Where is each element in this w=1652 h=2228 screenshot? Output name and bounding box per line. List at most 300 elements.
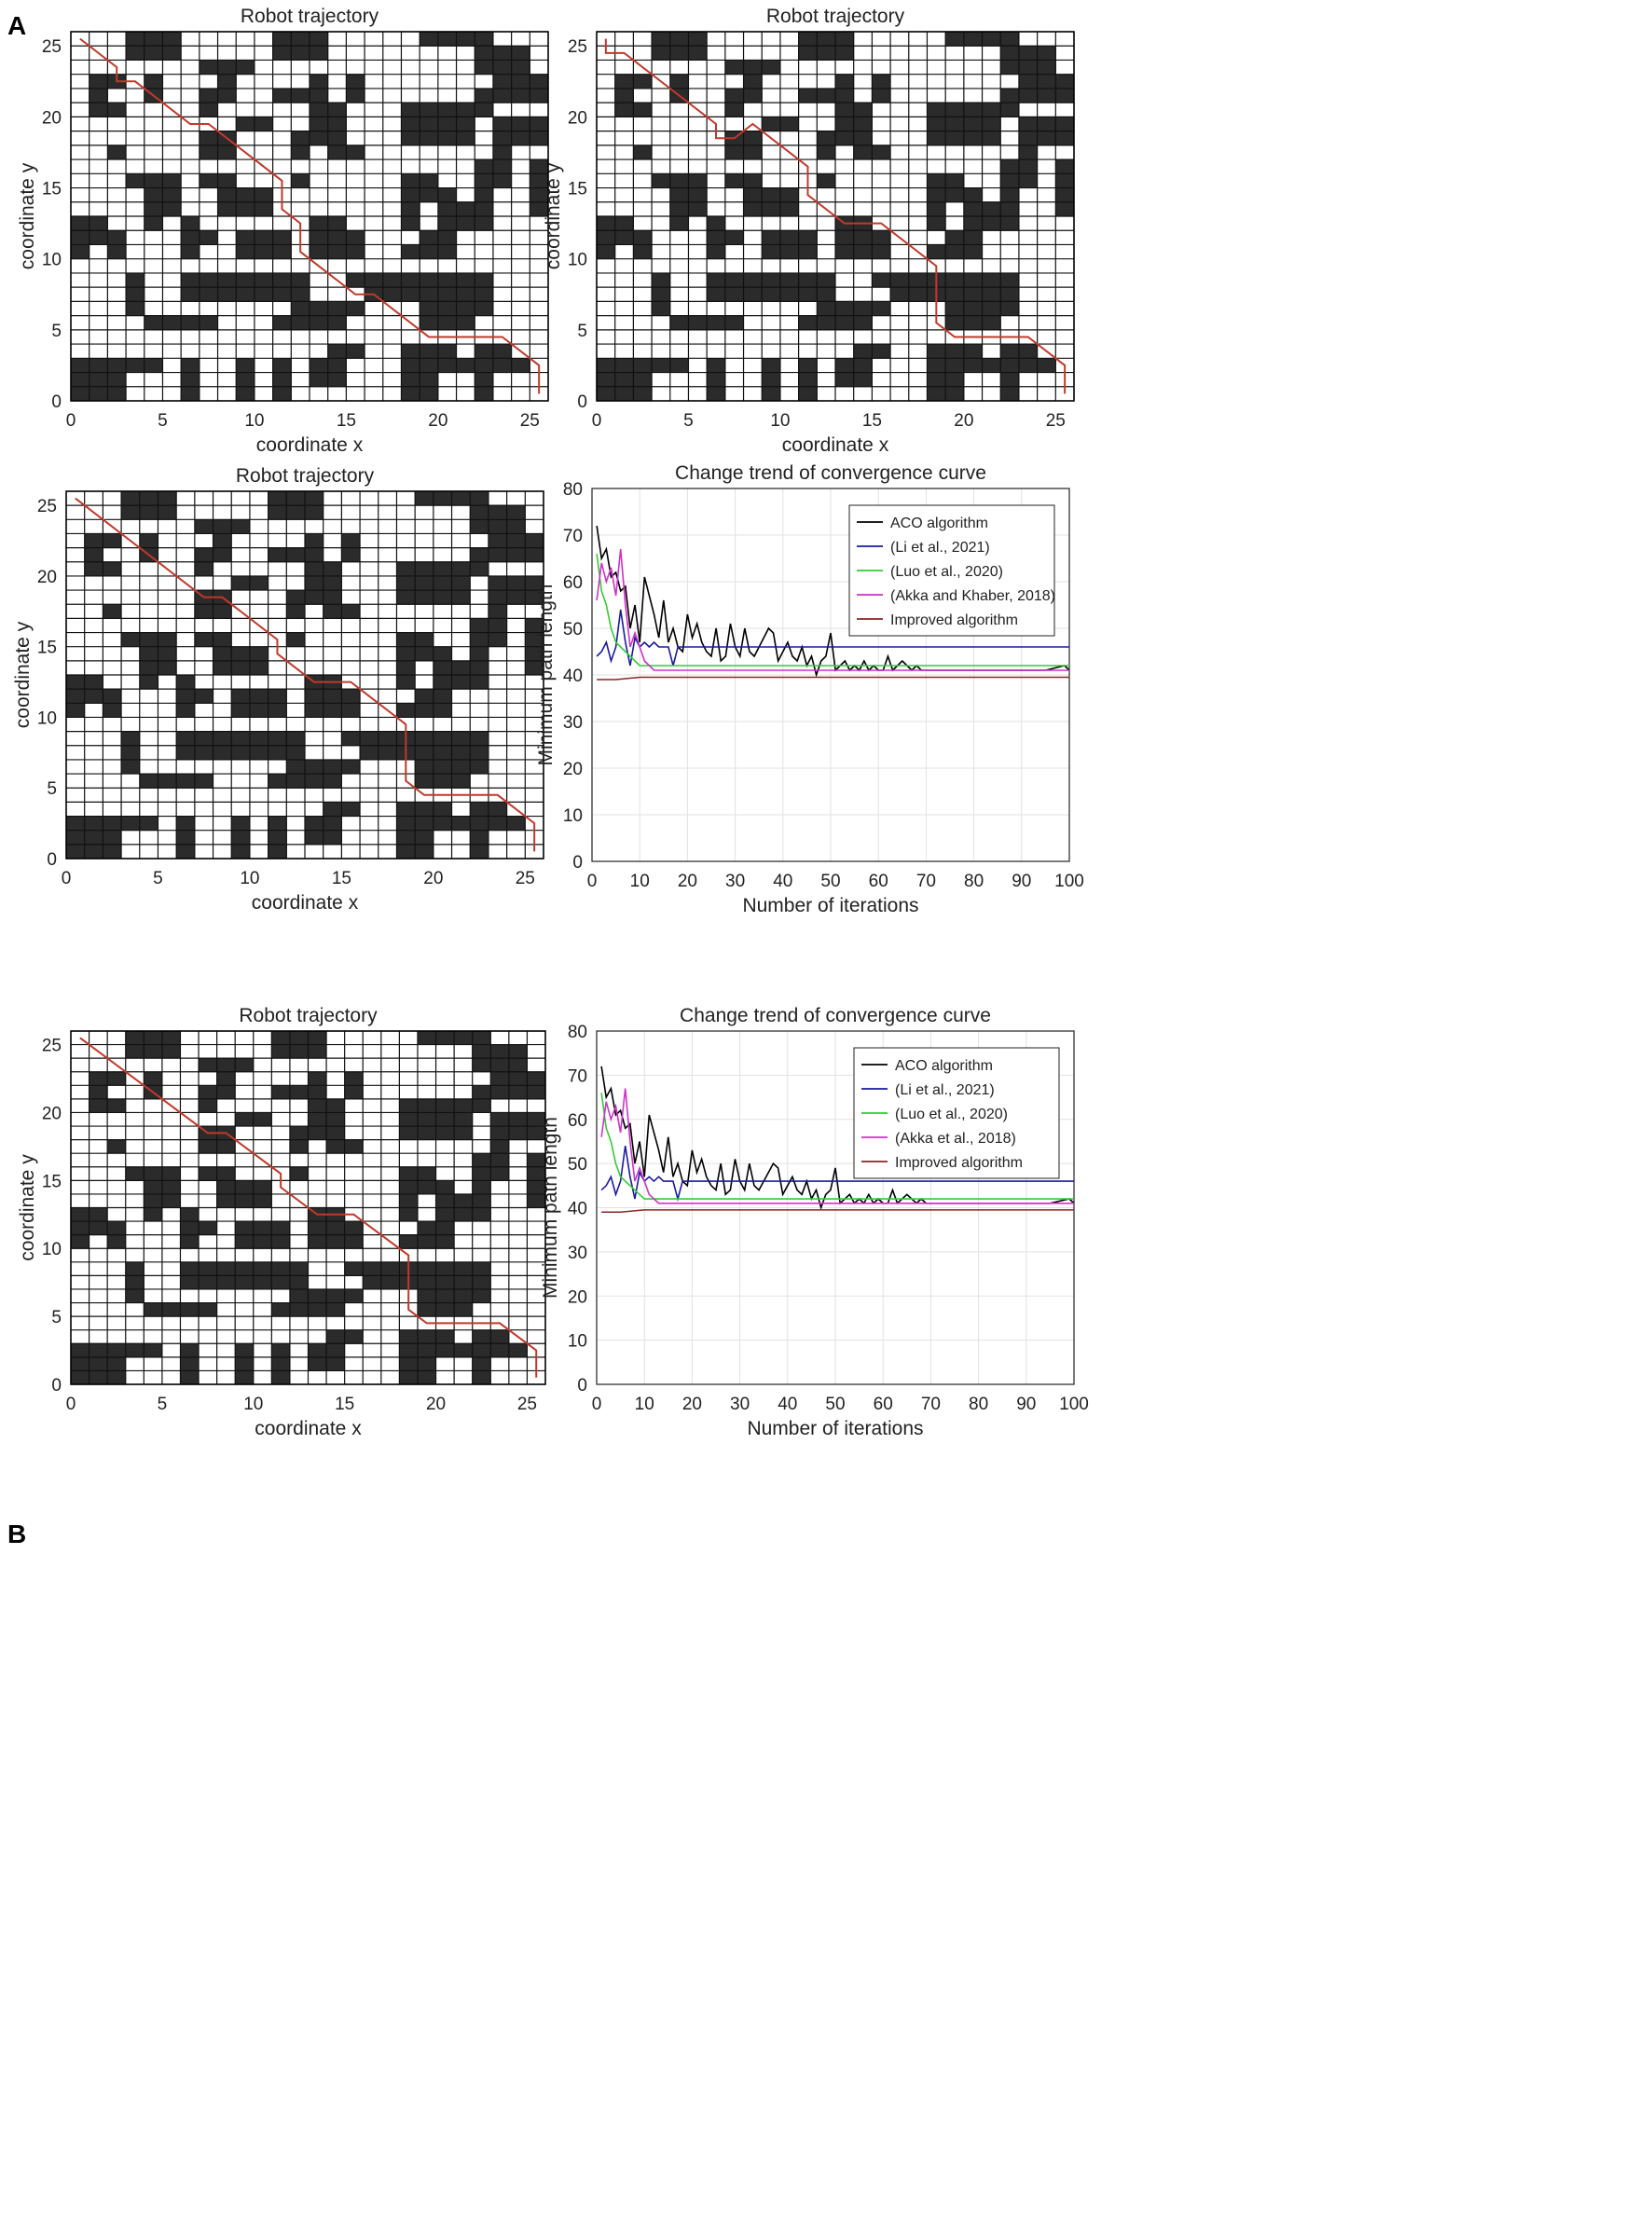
obstacle-cell xyxy=(490,1072,509,1086)
y-tick-label: 15 xyxy=(41,179,62,199)
obstacle-cell xyxy=(399,1167,418,1181)
obstacle-cell xyxy=(309,1031,327,1045)
obstacle-cell xyxy=(85,548,103,563)
obstacle-cell xyxy=(415,703,434,718)
obstacle-cell xyxy=(200,316,218,331)
obstacle-cell xyxy=(396,647,415,662)
obstacle-cell xyxy=(271,1370,290,1384)
obstacle-cell xyxy=(434,590,452,605)
x-tick-label: 0 xyxy=(65,1395,76,1414)
obstacle-cell xyxy=(341,533,360,548)
obstacle-cell xyxy=(286,760,305,775)
obstacle-cell xyxy=(475,89,493,103)
obstacle-cell xyxy=(328,358,347,373)
obstacle-cell xyxy=(473,1262,491,1276)
x-tick-label: 15 xyxy=(336,411,356,431)
obstacle-cell xyxy=(144,1045,162,1059)
obstacle-cell xyxy=(326,1099,345,1113)
obstacle-cell xyxy=(473,1208,491,1222)
x-tick-label: 70 xyxy=(920,1395,941,1414)
obstacle-cell xyxy=(493,89,512,103)
obstacle-cell xyxy=(273,89,292,103)
obstacle-cell xyxy=(493,75,512,89)
obstacle-cell xyxy=(218,145,237,160)
x-tick-label: 20 xyxy=(954,411,974,431)
obstacle-cell xyxy=(305,505,324,520)
obstacle-cell xyxy=(470,505,489,520)
obstacle-cell xyxy=(271,1235,290,1249)
obstacle-cell xyxy=(964,244,983,259)
obstacle-cell xyxy=(162,46,181,61)
obstacle-cell xyxy=(489,590,507,605)
obstacle-cell xyxy=(434,689,452,704)
obstacle-cell xyxy=(473,1330,491,1344)
obstacle-cell xyxy=(310,316,328,331)
obstacle-cell xyxy=(305,817,324,832)
obstacle-cell xyxy=(415,590,434,605)
obstacle-cell xyxy=(780,117,799,131)
obstacle-cell xyxy=(489,533,507,548)
obstacle-cell xyxy=(345,1289,364,1303)
obstacle-cell xyxy=(457,316,475,331)
obstacle-cell xyxy=(633,145,652,160)
obstacle-cell xyxy=(799,230,818,245)
obstacle-cell xyxy=(633,75,652,89)
obstacle-cell xyxy=(199,1058,217,1072)
obstacle-cell xyxy=(454,1289,473,1303)
obstacle-cell xyxy=(345,1221,364,1235)
obstacle-cell xyxy=(707,216,725,231)
legend-entry: (Akka and Khaber, 2018) xyxy=(890,588,1056,604)
obstacle-cell xyxy=(310,301,328,316)
obstacle-cell xyxy=(490,1058,509,1072)
obstacle-cell xyxy=(255,188,273,203)
obstacle-cell xyxy=(328,344,347,359)
obstacle-cell xyxy=(328,373,347,388)
obstacle-cell xyxy=(254,1180,272,1194)
obstacle-cell xyxy=(89,387,108,402)
y-tick-label: 10 xyxy=(567,250,587,270)
obstacle-cell xyxy=(71,1235,89,1249)
y-tick-label: 20 xyxy=(567,108,587,129)
obstacle-cell xyxy=(780,188,799,203)
obstacle-cell xyxy=(218,75,237,89)
obstacle-cell xyxy=(236,373,255,388)
obstacle-cell xyxy=(286,491,305,506)
obstacle-cell xyxy=(291,32,310,47)
obstacle-cell xyxy=(326,1289,345,1303)
obstacle-cell xyxy=(1038,46,1056,61)
obstacle-cell xyxy=(983,287,1001,302)
obstacle-cell xyxy=(290,1275,309,1289)
obstacle-cell xyxy=(218,89,237,103)
obstacle-cell xyxy=(725,316,744,331)
obstacle-cell xyxy=(652,287,670,302)
obstacle-cell xyxy=(66,831,85,846)
obstacle-cell xyxy=(328,131,347,146)
obstacle-cell xyxy=(835,46,854,61)
chart-title: Robot trajectory xyxy=(235,465,375,487)
obstacle-cell xyxy=(305,831,324,846)
obstacle-cell xyxy=(181,244,200,259)
obstacle-cell xyxy=(964,287,983,302)
obstacle-cell xyxy=(71,358,89,373)
obstacle-cell xyxy=(762,188,780,203)
obstacle-cell xyxy=(144,1303,162,1317)
obstacle-cell xyxy=(71,1208,89,1222)
obstacle-cell xyxy=(231,746,250,761)
y-tick-label: 5 xyxy=(577,321,587,341)
obstacle-cell xyxy=(457,358,475,373)
obstacle-cell xyxy=(436,1275,455,1289)
obstacle-cell xyxy=(473,1045,491,1059)
obstacle-cell xyxy=(218,173,237,188)
obstacle-cell xyxy=(854,145,873,160)
obstacle-cell xyxy=(121,491,140,506)
obstacle-cell xyxy=(71,244,89,259)
obstacle-cell xyxy=(418,1330,436,1344)
obstacle-cell xyxy=(490,1045,509,1059)
obstacle-cell xyxy=(493,159,512,174)
obstacle-cell xyxy=(983,131,1001,146)
obstacle-cell xyxy=(530,89,548,103)
obstacle-cell xyxy=(854,373,873,388)
obstacle-cell xyxy=(326,1330,345,1344)
x-tick-label: 30 xyxy=(725,872,746,891)
y-tick-label: 25 xyxy=(567,37,587,58)
obstacle-cell xyxy=(762,373,780,388)
obstacle-cell xyxy=(250,746,268,761)
obstacle-cell xyxy=(158,505,176,520)
obstacle-cell xyxy=(310,358,328,373)
obstacle-cell xyxy=(399,1357,418,1371)
obstacle-cell xyxy=(231,689,250,704)
obstacle-cell xyxy=(286,732,305,747)
obstacle-cell xyxy=(107,1140,126,1154)
x-tick-label: 60 xyxy=(868,872,888,891)
obstacle-cell xyxy=(835,301,854,316)
obstacle-cell xyxy=(597,387,615,402)
obstacle-cell xyxy=(854,358,873,373)
obstacle-cell xyxy=(507,519,526,534)
obstacle-cell xyxy=(470,661,489,676)
y-tick-label: 10 xyxy=(36,708,57,729)
obstacle-cell xyxy=(326,1235,345,1249)
obstacle-cell xyxy=(454,1194,473,1208)
obstacle-cell xyxy=(162,173,181,188)
obstacle-cell xyxy=(200,60,218,75)
obstacle-cell xyxy=(195,746,213,761)
obstacle-cell xyxy=(291,173,310,188)
obstacle-cell xyxy=(89,373,108,388)
obstacle-cell xyxy=(85,562,103,577)
obstacle-cell xyxy=(290,1303,309,1317)
obstacle-cell xyxy=(305,562,324,577)
obstacle-cell xyxy=(507,548,526,563)
obstacle-cell xyxy=(235,1194,254,1208)
obstacle-cell xyxy=(438,103,457,117)
obstacle-cell xyxy=(688,188,707,203)
obstacle-cell xyxy=(652,32,670,47)
obstacle-cell xyxy=(799,287,818,302)
obstacle-cell xyxy=(945,230,964,245)
y-tick-label: 5 xyxy=(47,779,57,800)
obstacle-cell xyxy=(1019,131,1038,146)
obstacle-cell xyxy=(107,1370,126,1384)
obstacle-cell xyxy=(310,230,328,245)
obstacle-cell xyxy=(399,1235,418,1249)
obstacle-cell xyxy=(744,202,763,217)
obstacle-cell xyxy=(71,230,89,245)
obstacle-cell xyxy=(217,1167,236,1181)
obstacle-cell xyxy=(817,301,835,316)
obstacle-cell xyxy=(181,287,200,302)
obstacle-cell xyxy=(452,661,471,676)
obstacle-cell xyxy=(236,273,255,288)
obstacle-cell xyxy=(200,131,218,146)
obstacle-cell xyxy=(85,831,103,846)
obstacle-cell xyxy=(399,1126,418,1140)
obstacle-cell xyxy=(231,732,250,747)
obstacle-cell xyxy=(162,1180,181,1194)
obstacle-cell xyxy=(872,273,890,288)
obstacle-cell xyxy=(290,1126,309,1140)
obstacle-cell xyxy=(396,562,415,577)
obstacle-cell xyxy=(744,273,763,288)
obstacle-cell xyxy=(489,519,507,534)
obstacle-cell xyxy=(509,1045,528,1059)
obstacle-cell xyxy=(418,1112,436,1126)
obstacle-cell xyxy=(140,533,158,548)
x-tick-label: 70 xyxy=(915,872,936,891)
obstacle-cell xyxy=(180,1235,199,1249)
obstacle-cell xyxy=(286,746,305,761)
obstacle-cell xyxy=(326,1112,345,1126)
obstacle-cell xyxy=(71,216,89,231)
obstacle-cell xyxy=(489,618,507,633)
obstacle-cell xyxy=(597,244,615,259)
obstacle-cell xyxy=(780,202,799,217)
obstacle-cell xyxy=(1055,131,1074,146)
obstacle-cell xyxy=(213,604,232,619)
obstacle-cell xyxy=(200,145,218,160)
obstacle-cell xyxy=(181,216,200,231)
obstacle-cell xyxy=(181,387,200,402)
obstacle-cell xyxy=(71,373,89,388)
y-tick-label: 10 xyxy=(567,1331,587,1352)
obstacle-cell xyxy=(290,1140,309,1154)
obstacle-cell xyxy=(457,301,475,316)
obstacle-cell xyxy=(309,1235,327,1249)
obstacle-cell xyxy=(872,230,890,245)
obstacle-cell xyxy=(454,1262,473,1276)
obstacle-cell xyxy=(305,590,324,605)
obstacle-cell xyxy=(66,675,85,690)
obstacle-cell xyxy=(255,287,273,302)
obstacle-cell xyxy=(945,173,964,188)
obstacle-cell xyxy=(107,1343,126,1357)
obstacle-cell xyxy=(305,491,324,506)
obstacle-cell xyxy=(473,1275,491,1289)
obstacle-cell xyxy=(415,746,434,761)
obstacle-cell xyxy=(89,103,108,117)
obstacle-cell xyxy=(310,216,328,231)
x-axis-label: coordinate x xyxy=(255,1418,362,1439)
obstacle-cell xyxy=(927,373,945,388)
obstacle-cell xyxy=(473,1031,491,1045)
obstacle-cell xyxy=(420,173,438,188)
obstacle-cell xyxy=(310,131,328,146)
obstacle-cell xyxy=(744,60,763,75)
x-tick-label: 10 xyxy=(240,869,260,888)
obstacle-cell xyxy=(434,802,452,817)
obstacle-cell xyxy=(254,1275,272,1289)
obstacle-cell xyxy=(964,202,983,217)
obstacle-cell xyxy=(633,244,652,259)
obstacle-cell xyxy=(415,802,434,817)
x-tick-label: 10 xyxy=(244,411,265,431)
obstacle-cell xyxy=(326,1357,345,1371)
y-tick-label: 25 xyxy=(36,497,57,517)
obstacle-cell xyxy=(140,774,158,789)
obstacle-cell xyxy=(454,1208,473,1222)
obstacle-cell xyxy=(126,1167,145,1181)
obstacle-cell xyxy=(475,344,493,359)
obstacle-cell xyxy=(415,491,434,506)
obstacle-cell xyxy=(107,244,126,259)
obstacle-cell xyxy=(509,1112,528,1126)
y-tick-label: 30 xyxy=(567,1243,587,1263)
obstacle-cell xyxy=(964,188,983,203)
obstacle-cell xyxy=(140,817,158,832)
obstacle-cell xyxy=(633,230,652,245)
obstacle-cell xyxy=(438,216,457,231)
obstacle-cell xyxy=(1000,358,1019,373)
y-tick-label: 30 xyxy=(562,713,583,733)
obstacle-cell xyxy=(158,491,176,506)
obstacle-cell xyxy=(945,32,964,47)
obstacle-cell xyxy=(273,230,292,245)
obstacle-cell xyxy=(420,316,438,331)
obstacle-cell xyxy=(103,689,121,704)
obstacle-cell xyxy=(158,633,176,648)
obstacle-cell xyxy=(835,103,854,117)
obstacle-cell xyxy=(436,1099,455,1113)
obstacle-cell xyxy=(512,60,530,75)
obstacle-cell xyxy=(346,230,365,245)
obstacle-cell xyxy=(71,1357,89,1371)
obstacle-cell xyxy=(121,505,140,520)
obstacle-cell xyxy=(490,1343,509,1357)
obstacle-cell xyxy=(983,32,1001,47)
x-tick-label: 100 xyxy=(1054,872,1084,891)
obstacle-cell xyxy=(180,1370,199,1384)
obstacle-cell xyxy=(181,373,200,388)
obstacle-cell xyxy=(231,845,250,860)
obstacle-cell xyxy=(438,344,457,359)
obstacle-cell xyxy=(162,1303,181,1317)
y-axis-label: coordinate y xyxy=(543,162,564,270)
obstacle-cell xyxy=(835,373,854,388)
obstacle-cell xyxy=(457,216,475,231)
obstacle-cell xyxy=(799,316,818,331)
obstacle-cell xyxy=(470,845,489,860)
obstacle-cell xyxy=(452,576,471,591)
obstacle-cell xyxy=(633,358,652,373)
obstacle-cell xyxy=(415,760,434,775)
obstacle-cell xyxy=(418,1031,436,1045)
obstacle-cell xyxy=(309,1072,327,1086)
obstacle-cell xyxy=(309,1126,327,1140)
obstacle-cell xyxy=(725,230,744,245)
obstacle-cell xyxy=(271,1085,290,1099)
obstacle-cell xyxy=(145,216,163,231)
obstacle-cell xyxy=(420,287,438,302)
obstacle-cell xyxy=(126,32,145,47)
obstacle-cell xyxy=(652,301,670,316)
obstacle-cell xyxy=(290,1045,309,1059)
obstacle-cell xyxy=(945,373,964,388)
obstacle-cell xyxy=(66,703,85,718)
legend-entry: (Akka et al., 2018) xyxy=(895,1131,1016,1147)
x-tick-label: 10 xyxy=(629,872,650,891)
obstacle-cell xyxy=(457,117,475,131)
obstacle-cell xyxy=(324,604,342,619)
x-tick-label: 5 xyxy=(683,411,694,431)
obstacle-cell xyxy=(126,358,145,373)
obstacle-cell xyxy=(415,647,434,662)
obstacle-cell xyxy=(1019,159,1038,174)
obstacle-cell xyxy=(983,273,1001,288)
y-axis-label: Minimum path length xyxy=(540,1117,561,1299)
obstacle-cell xyxy=(200,287,218,302)
obstacle-cell xyxy=(236,117,255,131)
obstacle-cell xyxy=(121,732,140,747)
obstacle-cell xyxy=(399,1330,418,1344)
obstacle-cell xyxy=(615,373,634,388)
obstacle-cell xyxy=(945,358,964,373)
obstacle-cell xyxy=(454,1031,473,1045)
obstacle-cell xyxy=(780,287,799,302)
obstacle-cell xyxy=(255,244,273,259)
obstacle-cell xyxy=(799,358,818,373)
obstacle-cell xyxy=(345,1262,364,1276)
obstacle-cell xyxy=(1000,159,1019,174)
obstacle-cell xyxy=(688,46,707,61)
obstacle-cell xyxy=(89,1085,108,1099)
obstacle-cell xyxy=(420,301,438,316)
obstacle-cell xyxy=(162,188,181,203)
obstacle-cell xyxy=(195,774,213,789)
obstacle-cell xyxy=(489,548,507,563)
obstacle-cell xyxy=(217,1262,236,1276)
obstacle-cell xyxy=(983,202,1001,217)
obstacle-cell xyxy=(140,675,158,690)
convergence-chart-5 xyxy=(540,1005,1089,1439)
obstacle-cell xyxy=(199,1085,217,1099)
obstacle-cell xyxy=(66,845,85,860)
obstacle-cell xyxy=(255,273,273,288)
obstacle-cell xyxy=(180,1262,199,1276)
y-axis-label: Minimum path length xyxy=(535,584,557,766)
obstacle-cell xyxy=(927,117,945,131)
obstacle-cell xyxy=(126,1343,145,1357)
obstacle-cell xyxy=(1055,173,1074,188)
x-tick-label: 90 xyxy=(1016,1395,1037,1414)
obstacle-cell xyxy=(475,46,493,61)
obstacle-cell xyxy=(436,1262,455,1276)
obstacle-cell xyxy=(346,301,365,316)
